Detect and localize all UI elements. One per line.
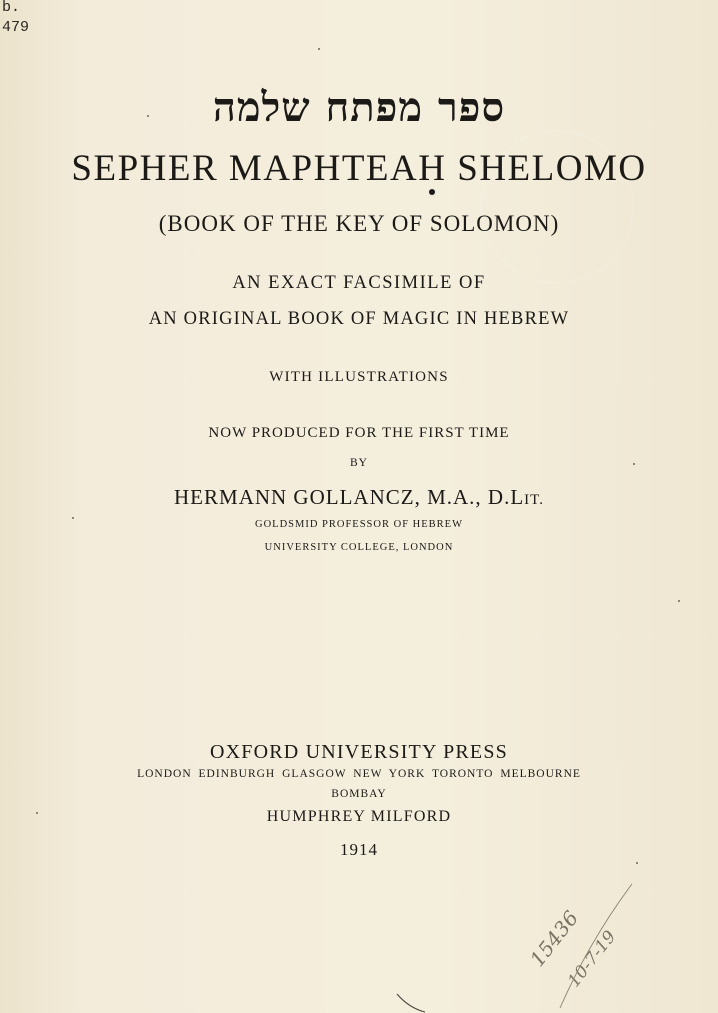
shelfmark-line-1: b.: [2, 0, 21, 16]
paper-speck: [318, 48, 320, 50]
main-title: [0, 150, 718, 187]
author-name-main: HERMANN GOLLANCZ, M.A., D.L: [174, 485, 525, 509]
facsimile-line-1: AN EXACT FACSIMILE OF: [232, 273, 486, 293]
author-title: GOLDSMID PROFESSOR OF HEBREW: [255, 519, 463, 530]
produced-note: NOW PRODUCED FOR THE FIRST TIME: [208, 425, 510, 441]
facsimile-line-2: AN ORIGINAL BOOK OF MAGIC IN HEBREW: [148, 309, 570, 329]
pencil-mark: [395, 992, 435, 1013]
paper-speck: [633, 463, 635, 465]
hebrew-title: ספר מפתח שלמה: [212, 84, 506, 131]
publisher-name: HUMPHREY MILFORD: [266, 808, 452, 825]
press-cities: LONDON EDINBURGH GLASGOW NEW YORK TORONTO MELBOURNE: [137, 768, 581, 780]
press-cities-2: BOMBAY: [331, 788, 387, 800]
main-title-end: SHELOMO: [446, 148, 647, 189]
main-title-dotted-letter: H: [418, 148, 447, 189]
handwritten-date: 10-7-19: [564, 927, 621, 992]
handwritten-accession-number: 15436: [525, 906, 584, 972]
shelfmark-line-2: 479: [2, 19, 30, 36]
publication-year: 1914: [340, 840, 378, 859]
press-name: OXFORD UNIVERSITY PRESS: [209, 741, 508, 763]
author-name: [0, 487, 718, 508]
main-title-start: SEPHER MAPHTEA: [71, 148, 419, 189]
paper-speck: [636, 862, 638, 864]
author-name-smallcaps: IT.: [524, 492, 544, 508]
subtitle: (BOOK OF THE KEY OF SOLOMON): [158, 211, 560, 236]
paper-speck: [147, 115, 149, 117]
illustrations-note: WITH ILLUSTRATIONS: [269, 369, 449, 385]
paper-speck: [36, 812, 38, 814]
handwritten-pencil-note: [520, 880, 680, 1010]
author-college: UNIVERSITY COLLEGE, LONDON: [264, 542, 454, 553]
paper-speck: [678, 600, 680, 602]
by-label: BY: [350, 457, 368, 469]
paper-speck: [72, 517, 74, 519]
